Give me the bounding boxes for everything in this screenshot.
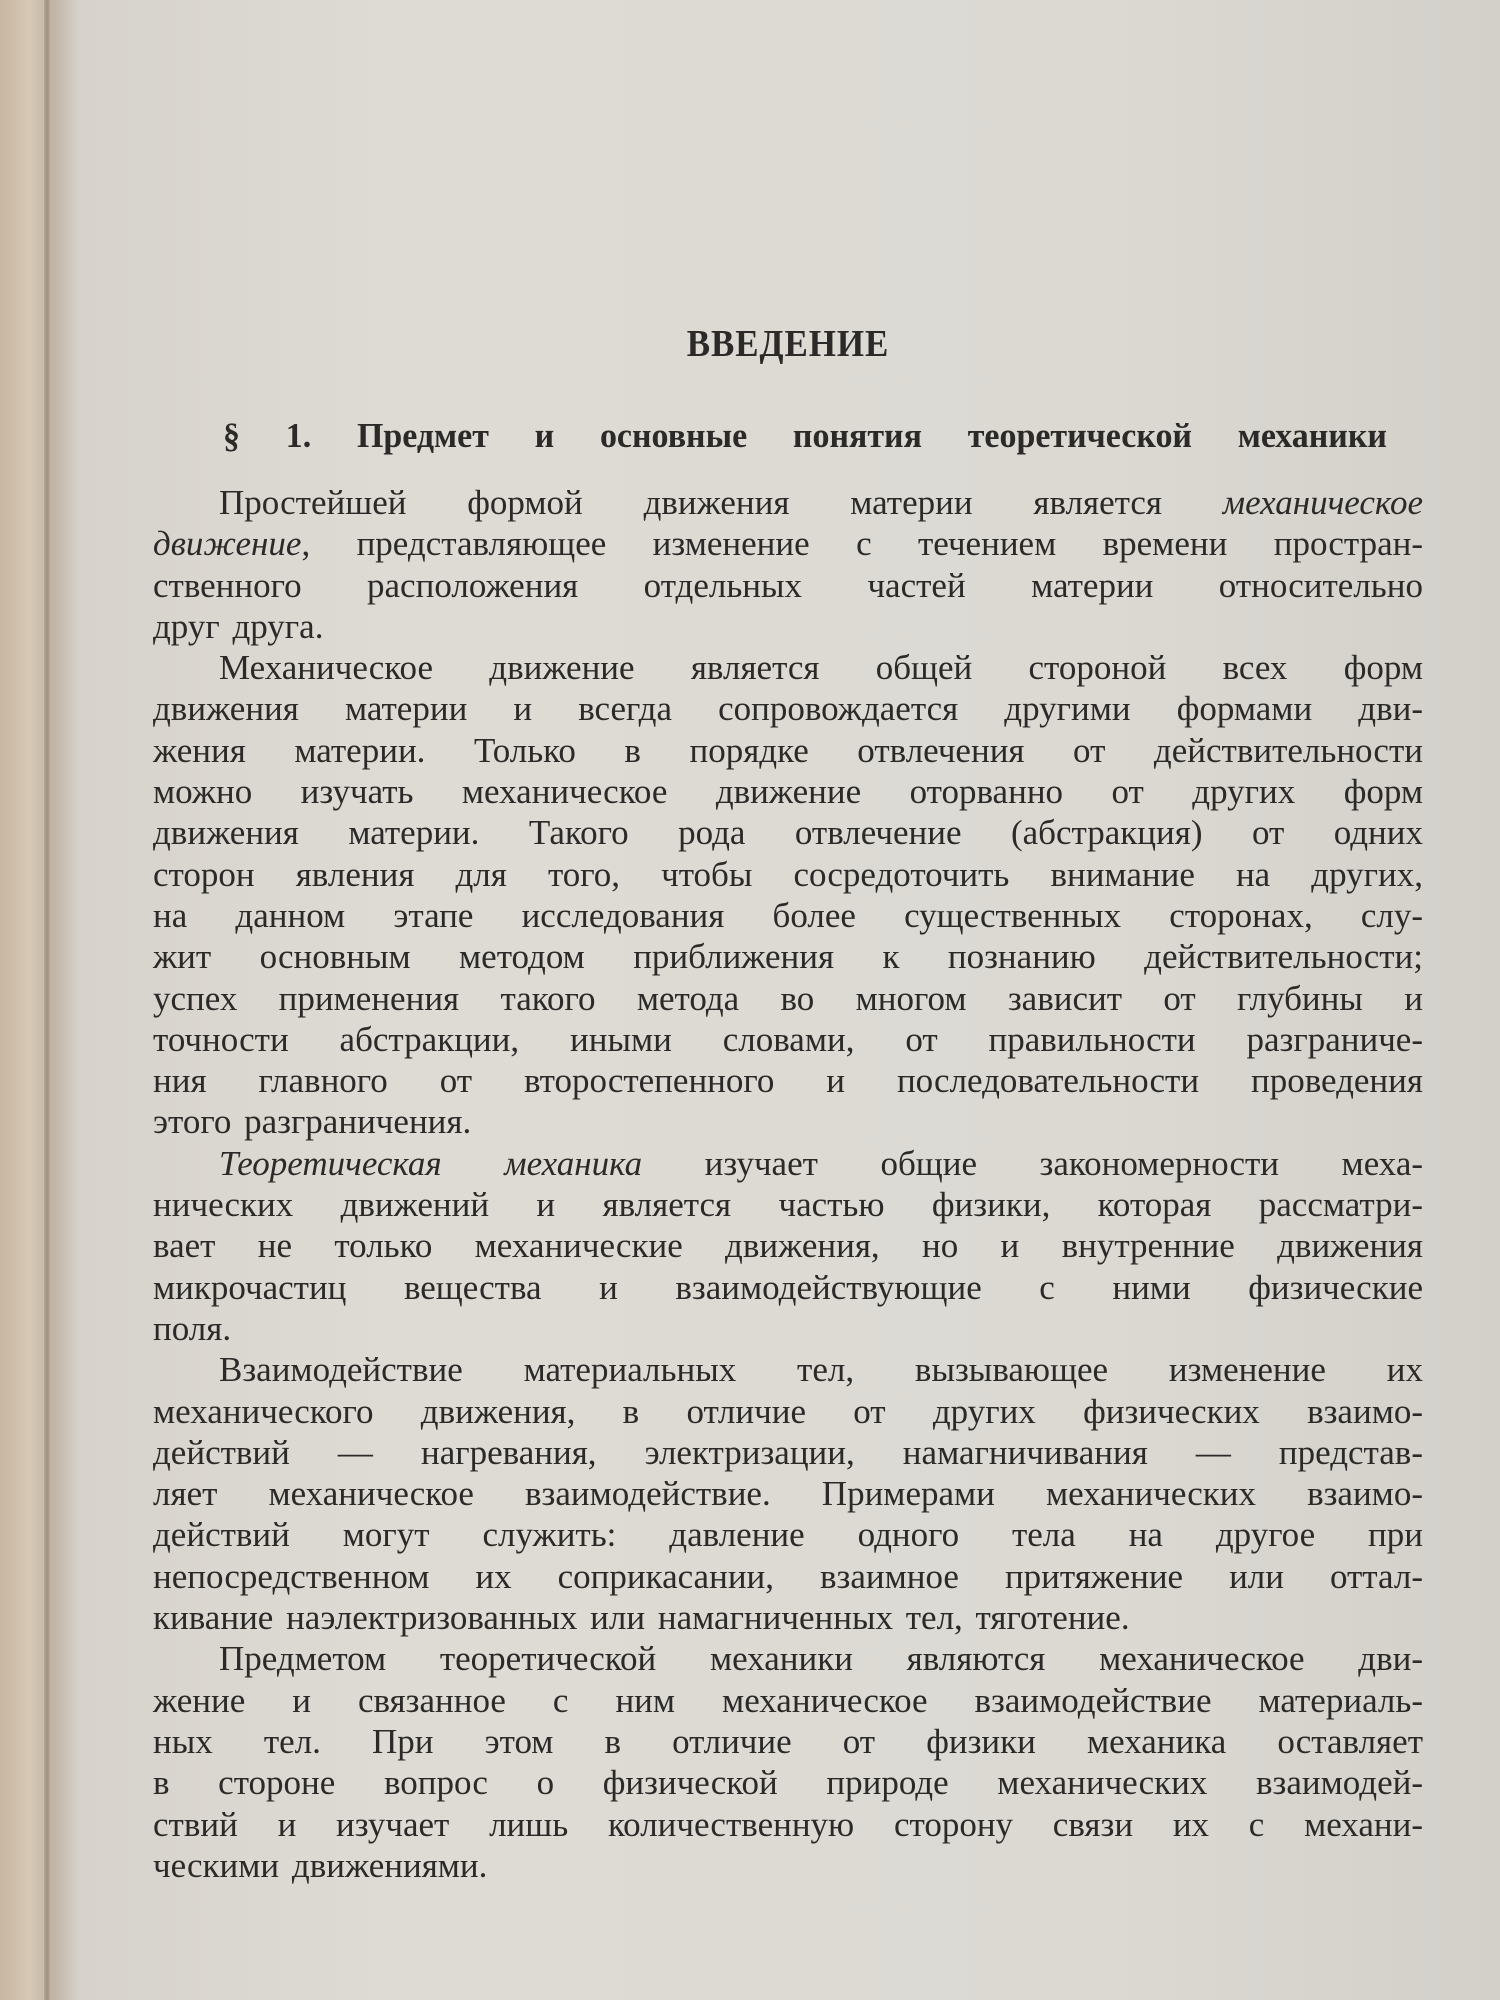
text-line bbox=[153, 1060, 1423, 1101]
paragraph bbox=[153, 1143, 1423, 1349]
book-binding-edge bbox=[44, 0, 50, 2000]
text-segment: этого разграничения. bbox=[153, 1102, 472, 1142]
text-segment: микрочастиц вещества и взаимодействующие с ними физические bbox=[153, 1267, 1423, 1307]
text-segment: ственного расположения отдельных частей материи относительно bbox=[153, 565, 1423, 605]
text-line bbox=[153, 1308, 1423, 1349]
text-line bbox=[153, 1721, 1423, 1762]
text-segment: действий могут служить: давление одного тела на другое при bbox=[153, 1515, 1423, 1555]
text-segment: ляет механическое взаимодействие. Примерами механических взаимо- bbox=[153, 1474, 1423, 1514]
text-line bbox=[153, 1514, 1423, 1555]
text-segment: кивание наэлектризованных или намагниченных тел, тяготение. bbox=[153, 1598, 1130, 1638]
text-segment: движения материи и всегда сопровождается другими формами дви- bbox=[153, 689, 1423, 729]
text-segment: изучает общие закономерности меха- bbox=[642, 1143, 1424, 1183]
text-line bbox=[153, 1267, 1423, 1308]
text-line bbox=[153, 647, 1423, 688]
text-segment: Предметом теоретической механики являются механическое дви- bbox=[219, 1639, 1423, 1679]
text-segment: Простейшей формой движения материи является bbox=[219, 483, 1223, 522]
text-line bbox=[153, 482, 1423, 523]
text-line bbox=[153, 895, 1423, 936]
body-text bbox=[153, 482, 1423, 1886]
text-line bbox=[153, 854, 1423, 895]
text-line bbox=[153, 1762, 1423, 1803]
text-segment: вает не только механические движения, но и внутренние движения bbox=[153, 1226, 1423, 1266]
text-segment: в стороне вопрос о физической природе механических взаимодей- bbox=[153, 1763, 1423, 1803]
text-segment: ния главного от второстепенного и последовательности проведения bbox=[153, 1061, 1423, 1101]
text-line bbox=[153, 1019, 1423, 1060]
text-segment: ных тел. При этом в отличие от физики механика оставляет bbox=[153, 1721, 1423, 1761]
text-line bbox=[153, 1597, 1423, 1638]
text-segment: можно изучать механическое движение оторванно от других форм bbox=[153, 772, 1423, 812]
section-heading: § 1. Предмет и основные понятия теоретической механики bbox=[223, 416, 1387, 455]
text-segment: жения материи. Только в порядке отвлечения от действительности bbox=[153, 730, 1423, 770]
italic-term: движение bbox=[153, 524, 302, 564]
text-segment: ческими движениями. bbox=[153, 1845, 488, 1885]
paragraph bbox=[153, 1638, 1423, 1886]
text-segment: точности абстракции, иными словами, от правильности разграниче- bbox=[153, 1019, 1423, 1059]
text-segment: друг друга. bbox=[153, 606, 324, 646]
text-segment: , представляющее изменение с течением времени простран- bbox=[301, 524, 1423, 564]
text-line bbox=[153, 688, 1423, 729]
text-line bbox=[153, 1845, 1423, 1886]
text-line bbox=[153, 1101, 1423, 1142]
text-line bbox=[153, 1432, 1423, 1473]
text-line bbox=[153, 978, 1423, 1019]
text-segment: сторон явления для того, чтобы сосредоточить внимание на других, bbox=[153, 854, 1423, 894]
text-line bbox=[153, 1391, 1423, 1432]
text-line bbox=[153, 1804, 1423, 1845]
text-segment: жит основным методом приближения к познанию действительности; bbox=[153, 937, 1423, 977]
text-segment: Взаимодействие материальных тел, вызывающее изменение их bbox=[219, 1350, 1423, 1390]
chapter-title: ВВЕДЕНИЕ bbox=[686, 323, 890, 365]
text-line bbox=[153, 606, 1423, 647]
text-segment: Механическое движение является общей стороной всех форм bbox=[219, 648, 1423, 688]
paragraph bbox=[153, 482, 1423, 647]
text-line bbox=[153, 730, 1423, 771]
text-line bbox=[153, 1225, 1423, 1266]
text-line bbox=[153, 771, 1423, 812]
text-segment: механического движения, в отличие от других физических взаимо- bbox=[153, 1391, 1423, 1431]
text-line bbox=[153, 1638, 1423, 1679]
text-segment: непосредственном их соприкасании, взаимное притяжение или оттал- bbox=[153, 1556, 1423, 1596]
text-line bbox=[153, 1143, 1423, 1184]
text-segment: нических движений и является частью физики, которая рассматри- bbox=[153, 1185, 1423, 1225]
text-line bbox=[153, 1349, 1423, 1390]
text-line bbox=[153, 565, 1423, 606]
text-line bbox=[153, 1184, 1423, 1225]
text-segment: ствий и изучает лишь количественную сторону связи их с механи- bbox=[153, 1804, 1423, 1844]
text-segment: жение и связанное с ним механическое взаимодействие материаль- bbox=[153, 1680, 1423, 1720]
text-segment: движения материи. Такого рода отвлечение (абстракция) от одних bbox=[153, 813, 1423, 853]
text-segment: на данном этапе исследования более существенных сторонах, слу- bbox=[153, 895, 1423, 935]
text-line bbox=[153, 523, 1423, 564]
paragraph bbox=[153, 1349, 1423, 1638]
text-line bbox=[153, 812, 1423, 853]
text-line bbox=[153, 936, 1423, 977]
text-segment: поля. bbox=[153, 1308, 232, 1348]
text-segment: успех применения такого метода во многом зависит от глубины и bbox=[153, 978, 1423, 1018]
text-line bbox=[153, 1556, 1423, 1597]
italic-term: механическое bbox=[1222, 483, 1423, 522]
text-line bbox=[153, 1680, 1423, 1721]
text-segment: действий — нагревания, электризации, намагничивания — представ- bbox=[153, 1432, 1423, 1472]
text-line bbox=[153, 1473, 1423, 1514]
paragraph bbox=[153, 647, 1423, 1143]
italic-term: Теоретическая механика bbox=[219, 1143, 643, 1183]
